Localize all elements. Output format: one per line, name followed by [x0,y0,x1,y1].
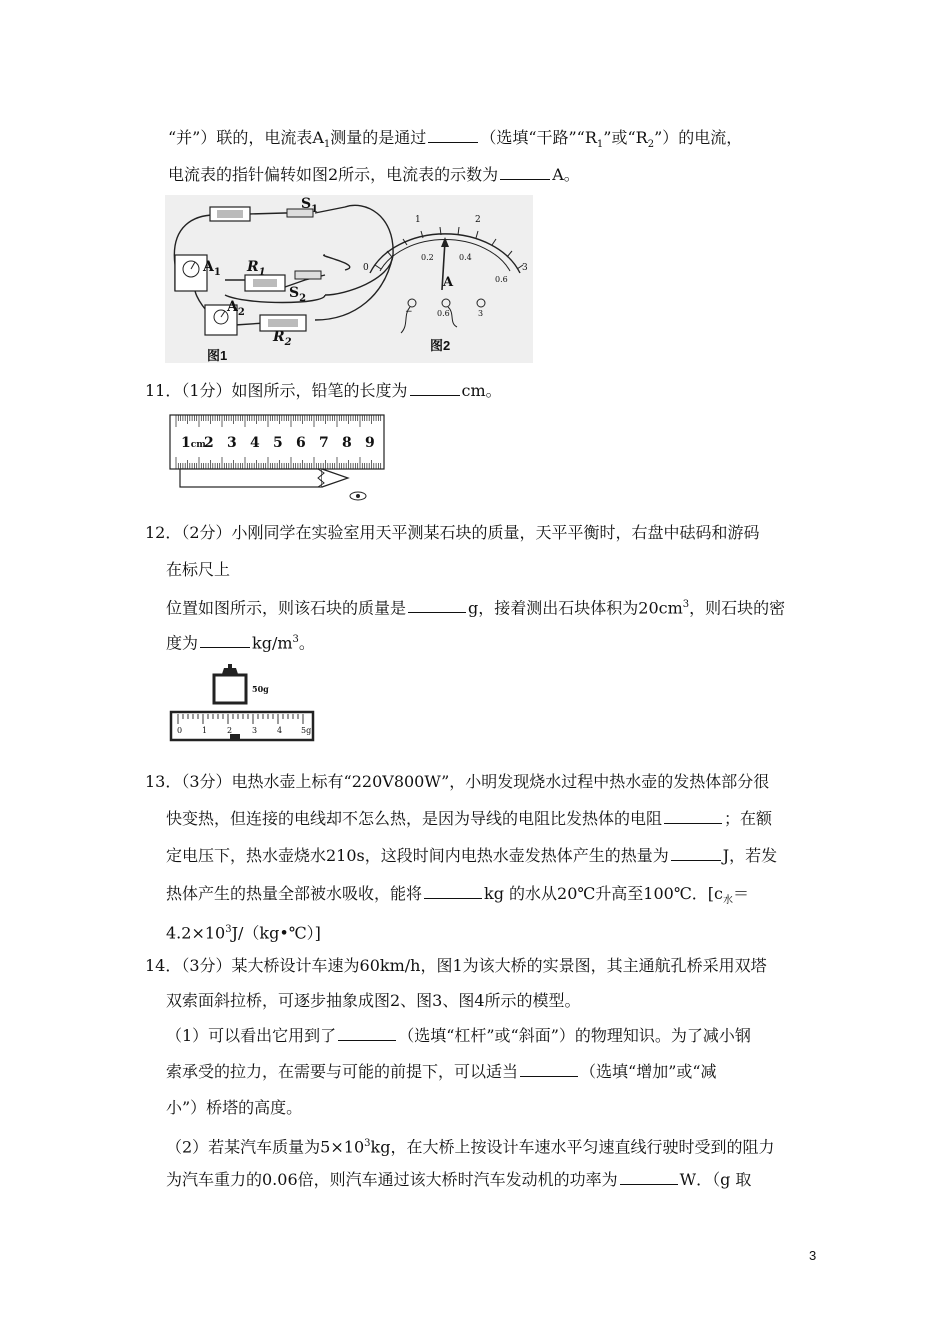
scale-number: 3 [252,726,258,735]
dial-tick-label: 2 [475,215,481,225]
answer-blank[interactable] [408,598,466,613]
label-r2: $R_2$ [273,329,292,348]
balance-diagram [168,662,318,744]
circuit-figure [165,195,533,363]
dial-tick-label: 1 [415,215,421,225]
ruler-number: 6 [296,435,306,451]
pencil [180,469,322,487]
q11-text: 11．（1分）如图所示，铅笔的长度为 cm。 [145,381,502,400]
ruler-number: 9 [365,435,375,451]
dial-tick-label: 3 [522,263,528,273]
ruler-number: 3 [227,435,237,451]
pencil-ruler-figure [168,413,388,505]
label-s2: $S_2$ [289,285,307,304]
label-r1: $R_1$ [247,259,266,278]
weight-label: 50g [252,684,269,694]
dial-unit: A [443,275,454,290]
answer-blank[interactable] [500,165,550,180]
q14-line-4: 索承受的拉力，在需要与可能的前提下，可以适当 （选填“增加”或“减 [166,1062,717,1081]
q10-line-1: “并”）联的，电流表$A_1$测量的是通过 （选填“干路$”“R_1$”或“$R_2$”）的电流， [168,128,743,151]
ruler-number: 4 [250,435,260,451]
q12-line-2: 在标尺上 [166,560,231,579]
q12-line-4: 度为 $kg/m^3$。 [166,633,315,653]
scale-number: 0 [177,726,183,735]
label-a1: $A_1$ [203,259,221,278]
answer-blank[interactable] [664,809,722,824]
ruler-number: 5 [273,435,283,451]
answer-blank[interactable] [424,884,482,899]
answer-blank[interactable] [520,1062,578,1077]
scale-number: 5g [301,726,312,735]
q14-line-7: 为汽车重力的0.06倍，则汽车通过该大桥时汽车发动机的功率为 W．（g 取 [166,1170,752,1189]
label-s1: $S_1$ [301,196,319,215]
dial-tick-label: 0.6 [495,275,508,284]
page-number: 3 [809,1248,817,1263]
q14-line-1: 14．（3分）某大桥设计车速为60km/h，图1为该大桥的实景图，其主通航孔桥采用双塔 [145,956,767,975]
dial-tick-label: 0 [363,263,369,273]
ruler-number: 1cm [181,435,206,451]
q12-line-1: 12．（2分）小刚同学在实验室用天平测某石块的质量，天平平衡时，右盘中砝码和游码 [145,523,760,542]
ruler-diagram [168,413,388,505]
scale-number: 2 [227,726,233,735]
q13-line-1: 13．（3分）电热水壶上标有“220V800W”，小明发现烧水过程中热水壶的发热体部分很 [145,772,770,791]
q14-line-3: （1）可以看出它用到了 （选填“杠杆”或“斜面”）的物理知识。为了减小钢 [166,1026,751,1045]
q10-line-2: 电流表的指针偏转如图2所示，电流表的示数为 A。 [168,165,580,184]
q14-line-6: （2）若某汽车质量为$5\times 10^3kg$，在大桥上按设计车速水平匀速直线行驶时受到的阻力 [166,1137,775,1157]
answer-blank[interactable] [410,381,460,396]
terminal-label: 0.6 [437,309,450,318]
balance-figure [168,662,318,744]
ruler-number: 7 [319,435,329,451]
q14-line-2: 双索面斜拉桥，可逐步抽象成图2、图3、图4所示的模型。 [166,991,581,1010]
answer-blank[interactable] [338,1026,396,1041]
answer-blank[interactable] [671,846,721,861]
q13-line-4: 热体产生的热量全部被水吸收，能将 kg 的水从20℃升高至100℃．[$c_水=$ [166,884,749,907]
q13-line-5: $4.2\times 10^3J/(kg•℃)$] [166,923,321,943]
scale-number: 4 [277,726,283,735]
dial-tick-label: 0.4 [459,253,472,262]
answer-blank[interactable] [200,633,250,648]
answer-blank[interactable] [428,128,478,143]
q12-line-3: 位置如图所示，则该石块的质量是 g，接着测出石块体积为$20cm^3$，则石块的密 [166,598,786,618]
label-a2: $A_2$ [227,299,245,318]
ruler-number: 2 [204,435,214,451]
ruler-number: 8 [342,435,352,451]
terminal-label: 3 [478,309,484,318]
figure1-caption: 图1 [207,348,228,363]
answer-blank[interactable] [620,1170,678,1185]
q13-line-2: 快变热，但连接的电线却不怎么热，是因为导线的电阻比发热体的电阻 ；在额 [166,809,773,828]
figure2-caption: 图2 [430,338,451,353]
q14-line-5: 小”）桥塔的高度。 [166,1098,303,1117]
terminal-label: − [405,307,413,317]
q13-line-3: 定电压下，热水壶烧水210s，这段时间内电热水壶发热体产生的热量为 J，若发 [166,846,778,865]
dial-tick-label: 0.2 [421,253,434,262]
scale-number: 1 [202,726,208,735]
